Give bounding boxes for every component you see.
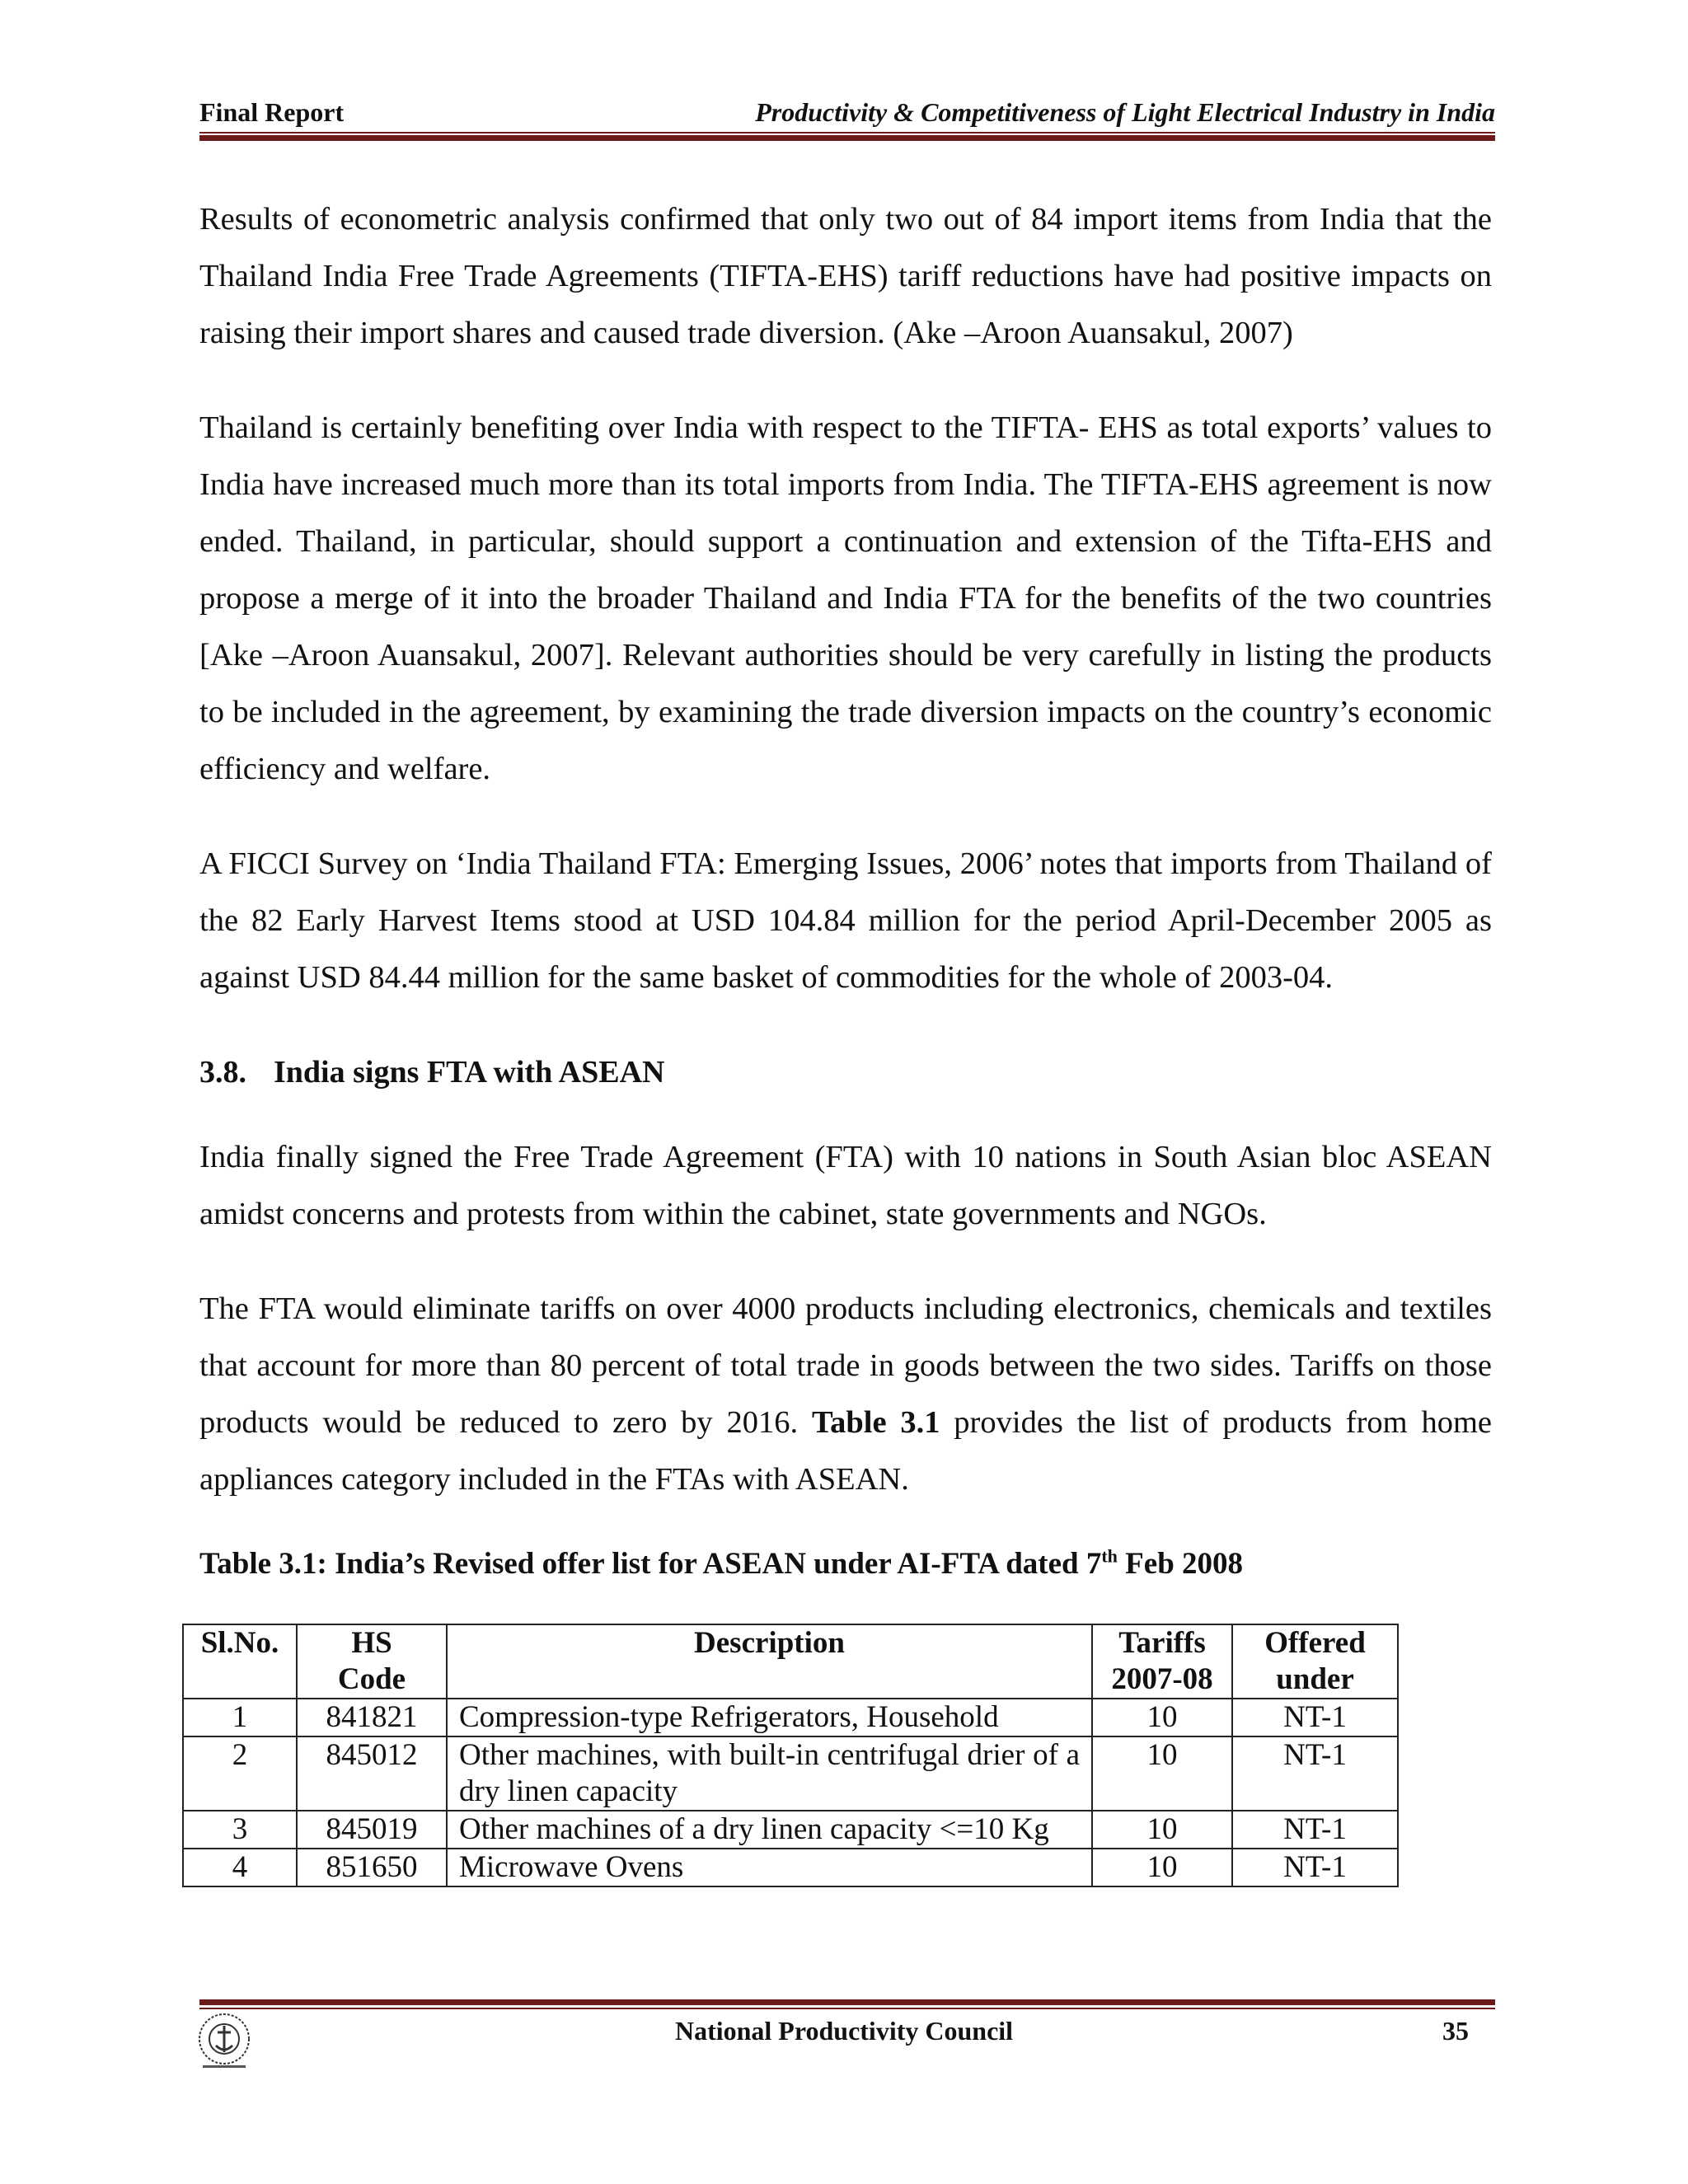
- cell-tariff: 10: [1092, 1736, 1232, 1811]
- header-hs-line1: HS: [351, 1626, 392, 1660]
- cell-hs-code: 841821: [297, 1699, 447, 1736]
- section-heading: [199, 1044, 1492, 1101]
- page-header: [199, 97, 1495, 130]
- paragraph-fta-tariffs: [199, 1281, 1492, 1508]
- section-title: India signs FTA with ASEAN: [274, 1055, 665, 1090]
- cell-offered-under: NT-1: [1232, 1811, 1398, 1849]
- cell-offered-under: NT-1: [1232, 1736, 1398, 1811]
- header-sl-no: Sl.No.: [183, 1624, 297, 1699]
- page-body: [199, 191, 1492, 1596]
- table-caption-date: Feb 2008: [1117, 1547, 1244, 1581]
- cell-description: Compression-type Refrigerators, Household: [447, 1699, 1092, 1736]
- cell-tariff: 10: [1092, 1849, 1232, 1886]
- cell-description: Microwave Ovens: [447, 1849, 1092, 1886]
- table-caption: [199, 1540, 1492, 1589]
- footer-rule-thick: [199, 1999, 1495, 2005]
- header-hs-line2: Code: [337, 1662, 406, 1696]
- header-hs-code: [297, 1624, 447, 1699]
- paragraph-thailand-benefit: Thailand is certainly benefiting over India with respect to the TIFTA- EHS as total exports’ values to India have increased much more than its total imports from India. The TIFTA-EHS agreement is now ended. Thailand, in particular, should support a continuation and extension of the Tifta-EHS and propose a merge of it into the broader Thailand and India FTA for the benefits of the two countries [Ake –Aroon Auansakul, 2007]. Relevant authorities should be very carefully in listing the products to be included in the agreement, by examining the trade diversion impacts on the country’s economic efficiency and welfare.: [199, 410, 1492, 786]
- table-caption-superscript: th: [1101, 1545, 1118, 1567]
- paragraph-ficci-survey: A FICCI Survey on ‘India Thailand FTA: Emerging Issues, 2006’ notes that imports from Thailand of the 82 Early Harvest Items stood at USD 104.84 million for the period April-December 2005 as against USD 84.44 million for the same basket of commodities for the whole of 2003-04.: [199, 846, 1492, 995]
- cell-sl-no: 2: [183, 1736, 297, 1811]
- paragraph-econometric: Results of econometric analysis confirmed that only two out of 84 import items from India that the Thailand India Free Trade Agreements (TIFTA-EHS) tariff reductions have had positive impacts on raising their import shares and caused trade diversion. (Ake –Aroon Auansakul, 2007): [199, 202, 1492, 350]
- header-report-label: Final Report: [199, 97, 345, 127]
- cell-tariff: 10: [1092, 1811, 1232, 1849]
- header-rule-thick: [199, 135, 1495, 141]
- paragraph-fta-tariffs-end: provides the list of products from home appliances category included in the FTAs with ASEAN.: [199, 1405, 1492, 1497]
- cell-description: Other machines of a dry linen capacity <=10 Kg: [447, 1811, 1092, 1849]
- header-tariffs-line1: Tariffs: [1118, 1626, 1206, 1660]
- cell-sl-no: 4: [183, 1849, 297, 1886]
- footer-rule-thin: [199, 2008, 1495, 2009]
- table-row: [183, 1849, 1398, 1886]
- header-tariffs: [1092, 1624, 1232, 1699]
- offer-list-table: [182, 1624, 1399, 1887]
- footer-organization: National Productivity Council: [674, 2016, 1014, 2046]
- cell-offered-under: NT-1: [1232, 1849, 1398, 1886]
- cell-sl-no: 1: [183, 1699, 297, 1736]
- table-row: [183, 1811, 1398, 1849]
- page-number: 35: [1442, 2016, 1469, 2046]
- table-row: [183, 1699, 1398, 1736]
- cell-sl-no: 3: [183, 1811, 297, 1849]
- cell-hs-code: 845012: [297, 1736, 447, 1811]
- cell-hs-code: 845019: [297, 1811, 447, 1849]
- cell-tariff: 10: [1092, 1699, 1232, 1736]
- header-offered-under: [1232, 1624, 1398, 1699]
- table-header-row: [183, 1624, 1398, 1699]
- section-number: 3.8.: [199, 1055, 246, 1090]
- header-offered-line1: Offered: [1264, 1626, 1366, 1660]
- header-offered-line2: under: [1276, 1662, 1354, 1696]
- table-row: [183, 1736, 1398, 1811]
- cell-offered-under: NT-1: [1232, 1699, 1398, 1736]
- cell-hs-code: 851650: [297, 1849, 447, 1886]
- table-caption-main: Table 3.1: India’s Revised offer list for ASEAN under AI-FTA dated 7: [199, 1547, 1102, 1581]
- table-reference: Table 3.1: [811, 1405, 940, 1440]
- paragraph-fta-signed: India finally signed the Free Trade Agreement (FTA) with 10 nations in South Asian bloc ASEAN amidst concerns and protests from within the cabinet, state governments and NGOs.: [199, 1140, 1492, 1231]
- header-document-title: Productivity & Competitiveness of Light Electrical Industry in India: [755, 97, 1495, 127]
- paragraph-fta-tariffs-start: The FTA would eliminate tariffs on over 4000 products including electronics, chemicals and textiles that account for more than 80 percent of total trade in goods between the two sides. Tariffs on those products would be reduced to zero by 2016.: [199, 1291, 1492, 1440]
- cell-description: Other machines, with built-in centrifugal drier of a dry linen capacity: [447, 1736, 1092, 1811]
- header-rule-thin: [199, 132, 1495, 134]
- header-description: Description: [447, 1624, 1092, 1699]
- header-tariffs-line2: 2007-08: [1111, 1662, 1213, 1696]
